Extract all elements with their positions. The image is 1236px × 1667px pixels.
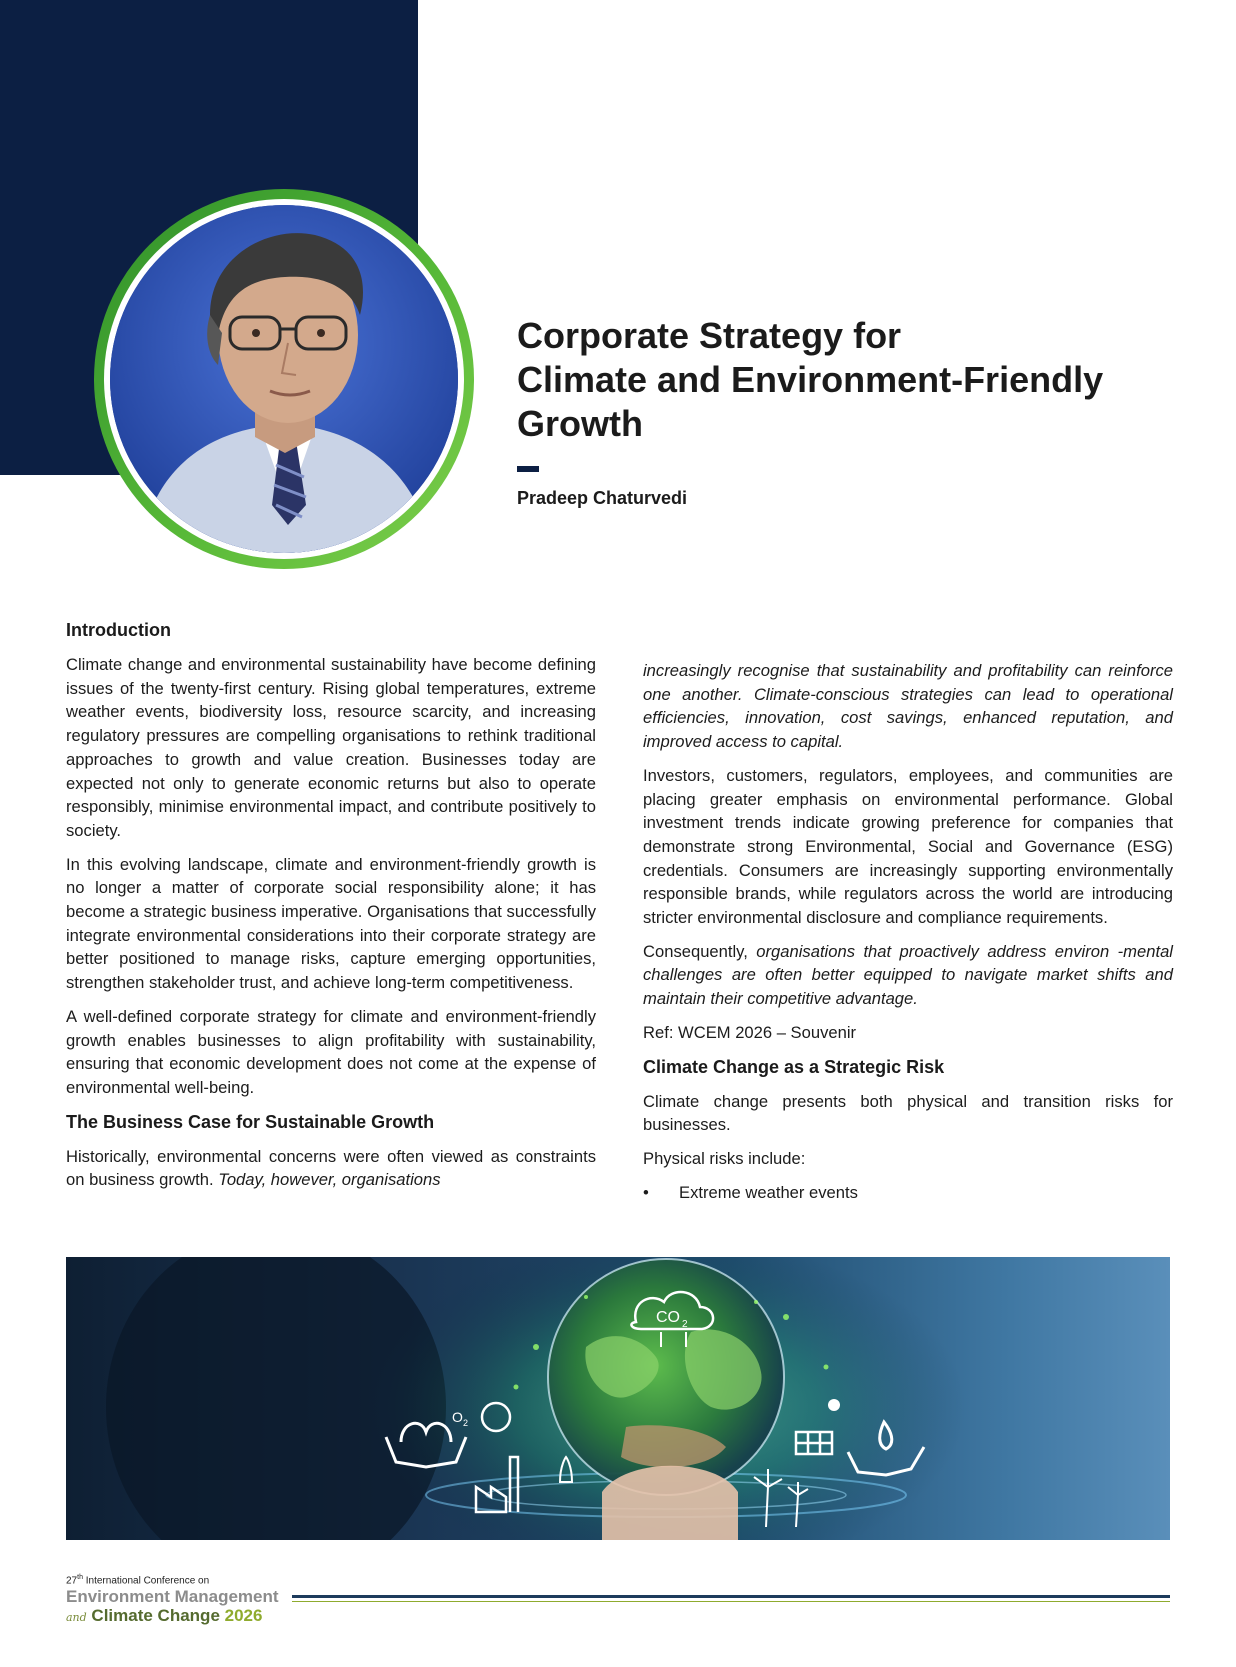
conference-edition: 27th International Conference on [66, 1574, 210, 1587]
o2-subscript: 2 [463, 1418, 469, 1428]
o2-label: O [452, 1409, 463, 1425]
heading-strategic-risk: Climate Change as a Strategic Risk [643, 1056, 945, 1077]
footer-rule [292, 1595, 1170, 1598]
paragraph: increasingly recognise that sustainability and profitability can reinforce one another. Climate-conscious strategies can lead to operational efficiencies, innovation, cost savings, enhanced reputation, and improved access to capital. [643, 661, 1173, 752]
article-title: Corporate Strategy for Climate and Environment-Friendly Growth [517, 315, 1104, 444]
bullet-marker: • [643, 1182, 649, 1202]
portrait-illustration [110, 205, 458, 553]
co2-subscript: 2 [682, 1319, 688, 1330]
title-divider [517, 466, 539, 472]
title-block [517, 314, 1157, 509]
reference: Ref: WCEM 2026 – Souvenir [643, 1022, 857, 1042]
left-column [66, 618, 596, 1202]
footer-rule-accent [292, 1601, 1170, 1602]
paragraph: In this evolving landscape, climate and environment-friendly growth is no longer a matter of corporate social responsibility alone; it has become a strategic business imperative. Organisations that successfully integrate environmental considerations into their corporate strategy are better positioned to manage risks, capture emerging opportunities, strengthen stakeholder trust, and achieve long-term competitiveness. [66, 854, 596, 993]
paragraph: Historically, environmental concerns were often viewed as constraints on business growth. Today, however, organisations [66, 1146, 596, 1190]
author-name: Pradeep Chaturvedi [517, 488, 688, 508]
paragraph: Physical risks include: [643, 1148, 806, 1168]
paragraph: Investors, customers, regulators, employees, and communities are placing greater emphasis on environmental performance. Global investment trends indicate growing preference for companies that demonstrate strong Environmental, Social and Governance (ESG) credentials. Consumers are increasingly supporting environmentally responsible brands, while regulators across the world are introducing stricter environmental disclosure and compliance requirements. [643, 765, 1173, 928]
list-item: • Extreme weather events [643, 1181, 1173, 1205]
footer-conference-logo [66, 1572, 1170, 1628]
paragraph: Consequently, organisations that proactively address environ -mental challenges are often better equipped to navigate market shifts and maintain their competitive advantage. [643, 941, 1173, 1009]
paragraph: A well-defined corporate strategy for climate and environment-friendly growth enables businesses to align profitability with sustainability, ensuring that economic development does not come at the expense of environmental well-being. [66, 1006, 596, 1097]
heading-introduction: Introduction [66, 620, 171, 640]
paragraph: Climate change presents both physical and transition risks for businesses. [643, 1091, 1173, 1135]
paragraph: Climate change and environmental sustainability have become defining issues of the twenty-first century. Rising global temperatures, extreme weather events, biodiversity loss, resource scarcity, and increasing regulatory pressures are compelling organisations to rethink traditional approaches to growth and value creation. Businesses today are expected not only to generate economic returns but also to operate responsibly, minimise environmental impact, and contribute positively to society. [66, 655, 596, 840]
co2-label: CO [656, 1309, 680, 1326]
sun-icon [828, 1399, 840, 1411]
conference-name-line2: and Climate Change 2026 [66, 1606, 263, 1626]
banner-illustration [66, 1257, 1170, 1540]
conference-name-line1: Environment Management [66, 1587, 279, 1607]
climate-banner-image [66, 1257, 1170, 1540]
author-portrait [110, 205, 458, 553]
portrait-ring [94, 189, 474, 569]
heading-business-case: The Business Case for Sustainable Growth [66, 1111, 435, 1132]
right-column [643, 659, 1173, 1204]
